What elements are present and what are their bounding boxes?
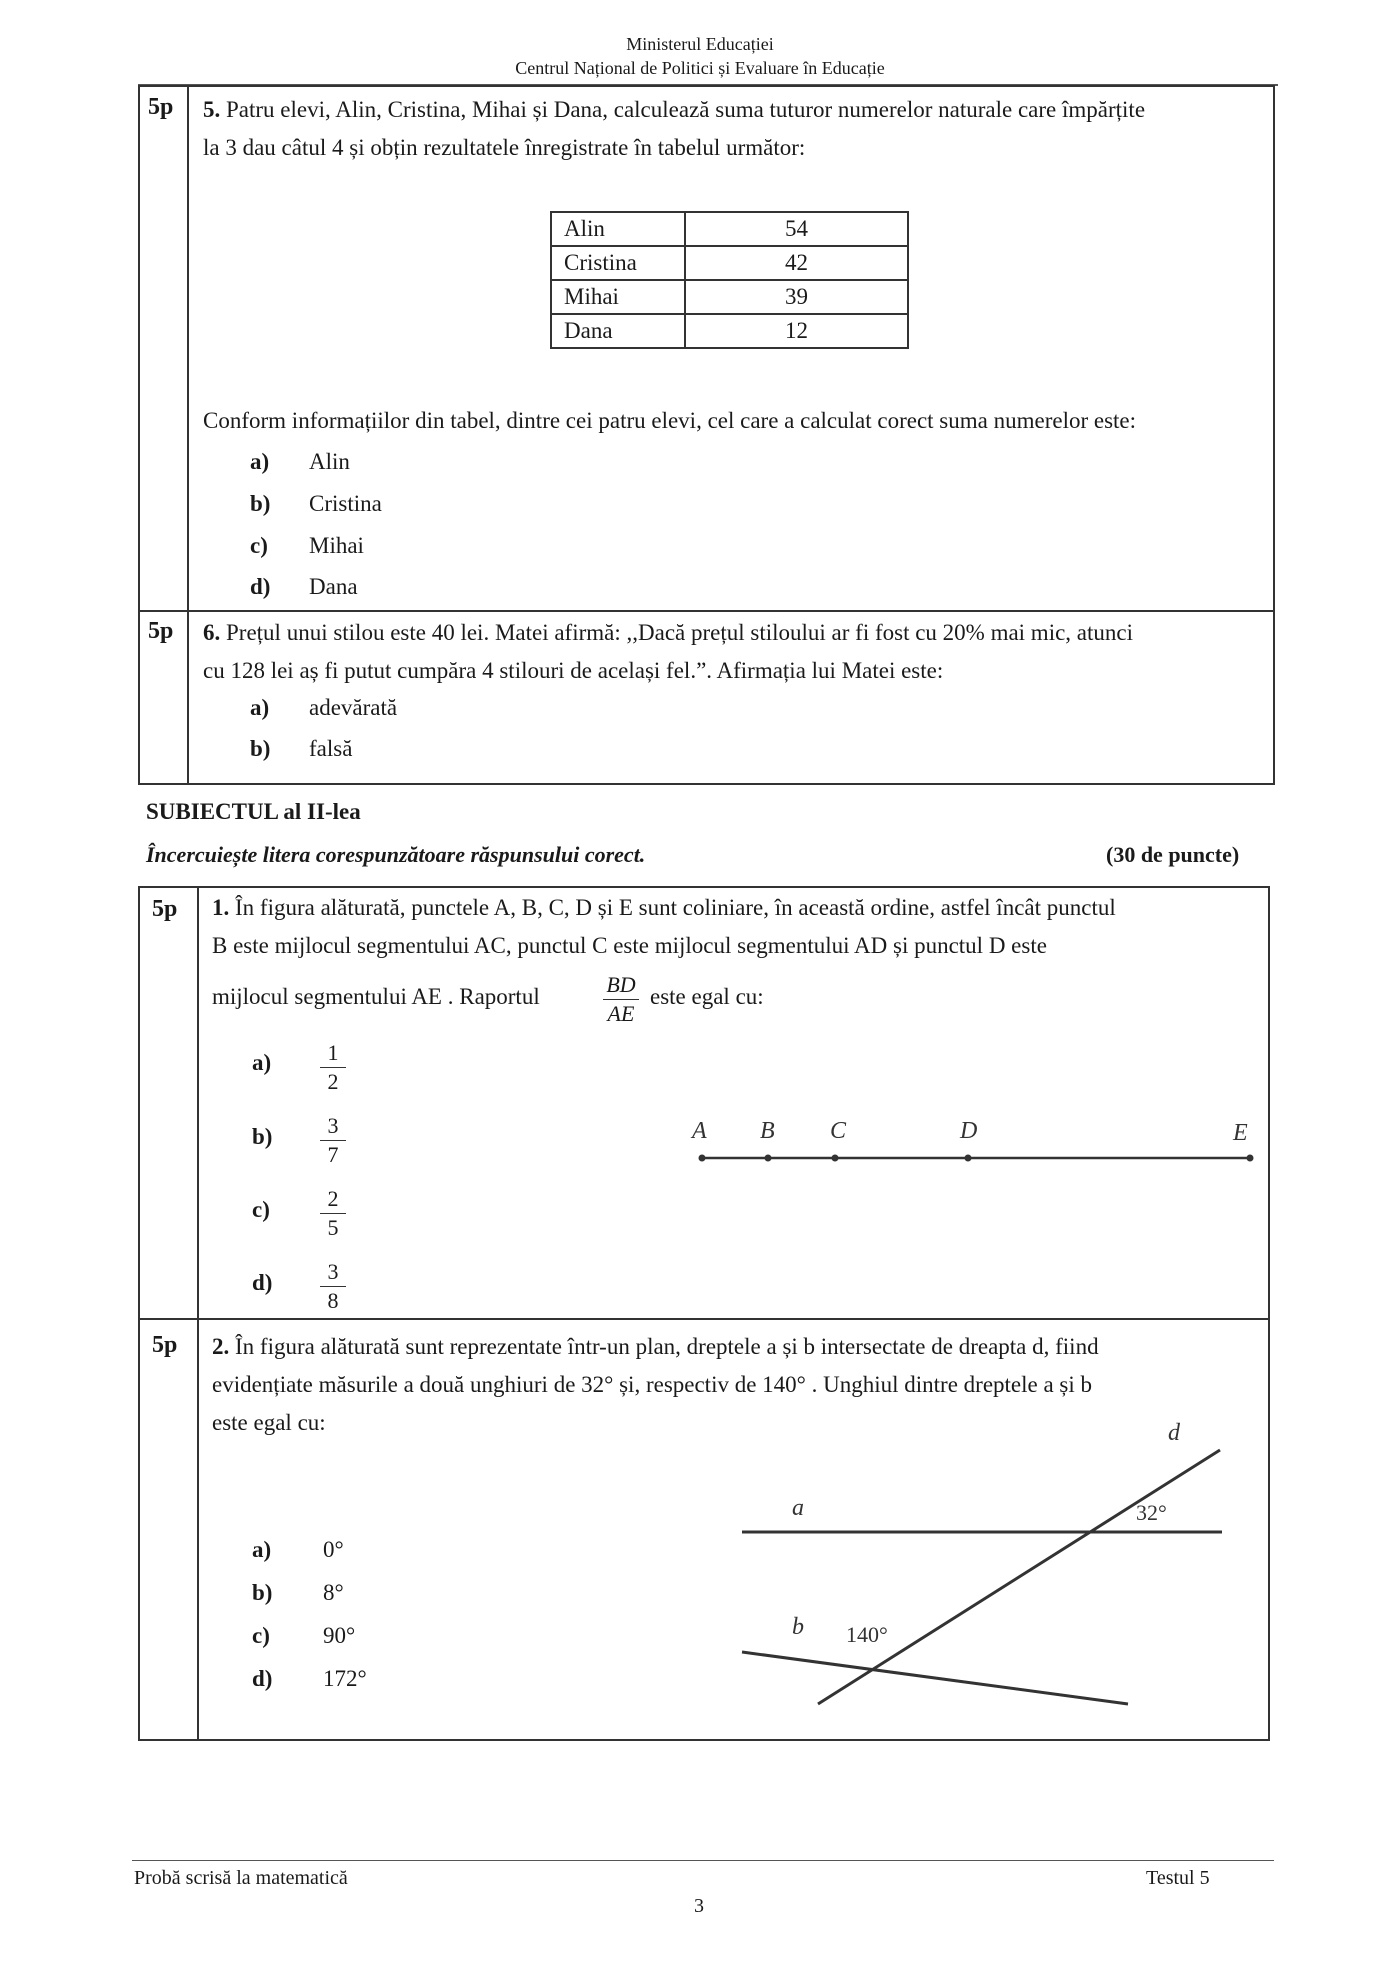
s2item1-text-line1: În figura alăturată, punctele A, B, C, D și E sunt coliniare, în această ordine, astfel încât punctul	[235, 895, 1116, 920]
label-line-d: d	[1168, 1420, 1180, 1446]
collinear-points-figure	[680, 1100, 1270, 1180]
table-row	[551, 314, 908, 348]
point-D	[965, 1155, 972, 1162]
item6-text-line1: Prețul unui stilou este 40 lei. Matei afirmă: ,,Dacă prețul stiloului ar fi fost cu 20% mai mic, atunci	[226, 620, 1133, 645]
table-cell-value: 42	[685, 246, 908, 280]
s2item2-option-text: 172°	[323, 1666, 367, 1691]
table-cell-name: Dana	[551, 314, 685, 348]
s2item2-text-line1: În figura alăturată sunt reprezentate într-un plan, dreptele a și b intersectate de dreapta d, fiind	[235, 1334, 1099, 1359]
item5-text	[203, 91, 1263, 167]
item5-option-letter: b)	[250, 491, 271, 516]
s2item1-text	[212, 889, 1257, 965]
fraction-numerator: 3	[327, 1259, 339, 1284]
label-B: B	[760, 1118, 775, 1144]
fraction-denominator: 8	[327, 1288, 339, 1313]
item5-option-text: Alin	[309, 449, 350, 474]
item-divider	[138, 1318, 1270, 1320]
point-A	[699, 1155, 706, 1162]
table-cell-name: Mihai	[551, 280, 685, 314]
ratio-numerator: BD	[606, 972, 636, 997]
table-cell-value: 12	[685, 314, 908, 348]
points-column-divider	[197, 886, 199, 1741]
s2item1-option-letter: c)	[252, 1197, 270, 1222]
s2item1-option-fraction	[318, 1259, 348, 1314]
s2item2-text-line2: evidențiate măsurile a două unghiuri de 32° și, respectiv de 140° . Unghiul dintre dreptele a și b	[212, 1372, 1093, 1397]
s2item2-option-text: 90°	[323, 1623, 356, 1648]
item6-points: 5p	[148, 618, 174, 644]
fraction-numerator: 2	[327, 1186, 339, 1211]
s2item1-points: 5p	[152, 896, 178, 922]
label-line-b: b	[792, 1614, 804, 1640]
item5-option-letter: c)	[250, 533, 268, 558]
s2item1-option-letter: a)	[252, 1050, 272, 1075]
s2item1-option-fraction	[318, 1113, 348, 1168]
intersecting-lines-figure	[730, 1420, 1250, 1710]
header-center: Centrul Național de Politici și Evaluare în Educație	[515, 58, 885, 78]
item-divider	[138, 610, 1275, 612]
fraction-denominator: 5	[327, 1215, 339, 1240]
points-column-divider	[187, 85, 189, 785]
s2item1-option-fraction	[318, 1040, 348, 1095]
fraction-numerator: 1	[327, 1040, 339, 1065]
item5-text-line2: la 3 dau câtul 4 și obțin rezultatele înregistrate în tabelul următor:	[203, 135, 806, 160]
s2item1-option-letter: b)	[252, 1124, 273, 1149]
item6-option-letter: b)	[250, 736, 271, 761]
s2item2-number: 2.	[212, 1334, 230, 1359]
item6-option-letter: a)	[250, 695, 270, 720]
ratio-denominator: AE	[607, 1001, 635, 1026]
footer-left: Probă scrisă la matematică	[134, 1867, 348, 1889]
section2-instruction: Încercuiește litera corespunzătoare răspunsului corect.	[146, 842, 646, 867]
s2item2-option-letter: b)	[252, 1580, 273, 1605]
table-row	[551, 246, 908, 280]
fraction-bar	[603, 999, 639, 1000]
s2item1-text-line2: B este mijlocul segmentului AC, punctul C este mijlocul segmentului AD și punctul D este	[212, 933, 1047, 958]
fraction-bar	[320, 1286, 346, 1287]
footer-rule	[132, 1860, 1274, 1861]
fraction-numerator: 3	[327, 1113, 339, 1138]
label-line-a: a	[792, 1495, 804, 1521]
label-C: C	[830, 1118, 847, 1144]
line-b	[742, 1652, 1128, 1704]
header-ministry: Ministerul Educației	[626, 34, 774, 54]
item6-option-text: adevărată	[309, 695, 398, 720]
table-cell-value: 54	[685, 212, 908, 246]
label-D: D	[960, 1118, 978, 1144]
ratio-fraction	[601, 972, 641, 1027]
item5-option-text: Dana	[309, 574, 358, 599]
footer-right: Testul 5	[1146, 1867, 1210, 1889]
line-d	[818, 1450, 1220, 1704]
item6-option-text: falsă	[309, 736, 353, 761]
s2item1-text-line3a: mijlocul segmentului AE . Raportul	[212, 984, 540, 1009]
item5-number: 5.	[203, 97, 221, 122]
section2-points: (30 de puncte)	[1106, 842, 1240, 867]
fraction-bar	[320, 1067, 346, 1068]
item5-question: Conform informațiilor din tabel, dintre cei patru elevi, cel care a calculat corect suma numerelor este:	[203, 408, 1137, 433]
item5-text-line1: Patru elevi, Alin, Cristina, Mihai și Dana, calculează suma tuturor numerelor naturale care împărțite	[226, 97, 1146, 122]
angle-140-label: 140°	[846, 1622, 888, 1647]
table-row	[551, 212, 908, 246]
fraction-bar	[320, 1140, 346, 1141]
point-E	[1247, 1155, 1254, 1162]
s2item2-points: 5p	[152, 1332, 178, 1358]
item5-option-text: Cristina	[309, 491, 382, 516]
item5-option-text: Mihai	[309, 533, 364, 558]
s2item1-option-letter: d)	[252, 1270, 273, 1295]
table-cell-name: Cristina	[551, 246, 685, 280]
table-cell-name: Alin	[551, 212, 685, 246]
s2item1-number: 1.	[212, 895, 230, 920]
item6-text-line2: cu 128 lei aș fi putut cumpăra 4 stilouri de același fel.”. Afirmația lui Matei este:	[203, 658, 944, 683]
item5-option-letter: a)	[250, 449, 270, 474]
s2item1-text-line3b: este egal cu:	[650, 984, 764, 1009]
fraction-denominator: 7	[327, 1142, 339, 1167]
label-A: A	[692, 1118, 707, 1144]
point-C	[832, 1155, 839, 1162]
angle-32-label: 32°	[1136, 1500, 1167, 1525]
label-E: E	[1233, 1120, 1248, 1146]
fraction-denominator: 2	[327, 1069, 339, 1094]
s2item2-option-letter: d)	[252, 1666, 273, 1691]
section2-title: SUBIECTUL al II-lea	[146, 799, 361, 824]
s2item1-option-fraction	[318, 1186, 348, 1241]
point-B	[765, 1155, 772, 1162]
fraction-bar	[320, 1213, 346, 1214]
item5-option-letter: d)	[250, 574, 271, 599]
s2item2-option-text: 8°	[323, 1580, 344, 1605]
table-cell-value: 39	[685, 280, 908, 314]
table-row	[551, 280, 908, 314]
page-number: 3	[694, 1895, 704, 1917]
item6-number: 6.	[203, 620, 221, 645]
s2item2-option-letter: c)	[252, 1623, 270, 1648]
s2item2-option-text: 0°	[323, 1537, 344, 1562]
s2item2-text-line3: este egal cu:	[212, 1410, 326, 1435]
item6-text	[203, 614, 1268, 690]
item5-points: 5p	[148, 94, 174, 120]
results-table	[550, 211, 909, 349]
s2item2-option-letter: a)	[252, 1537, 272, 1562]
